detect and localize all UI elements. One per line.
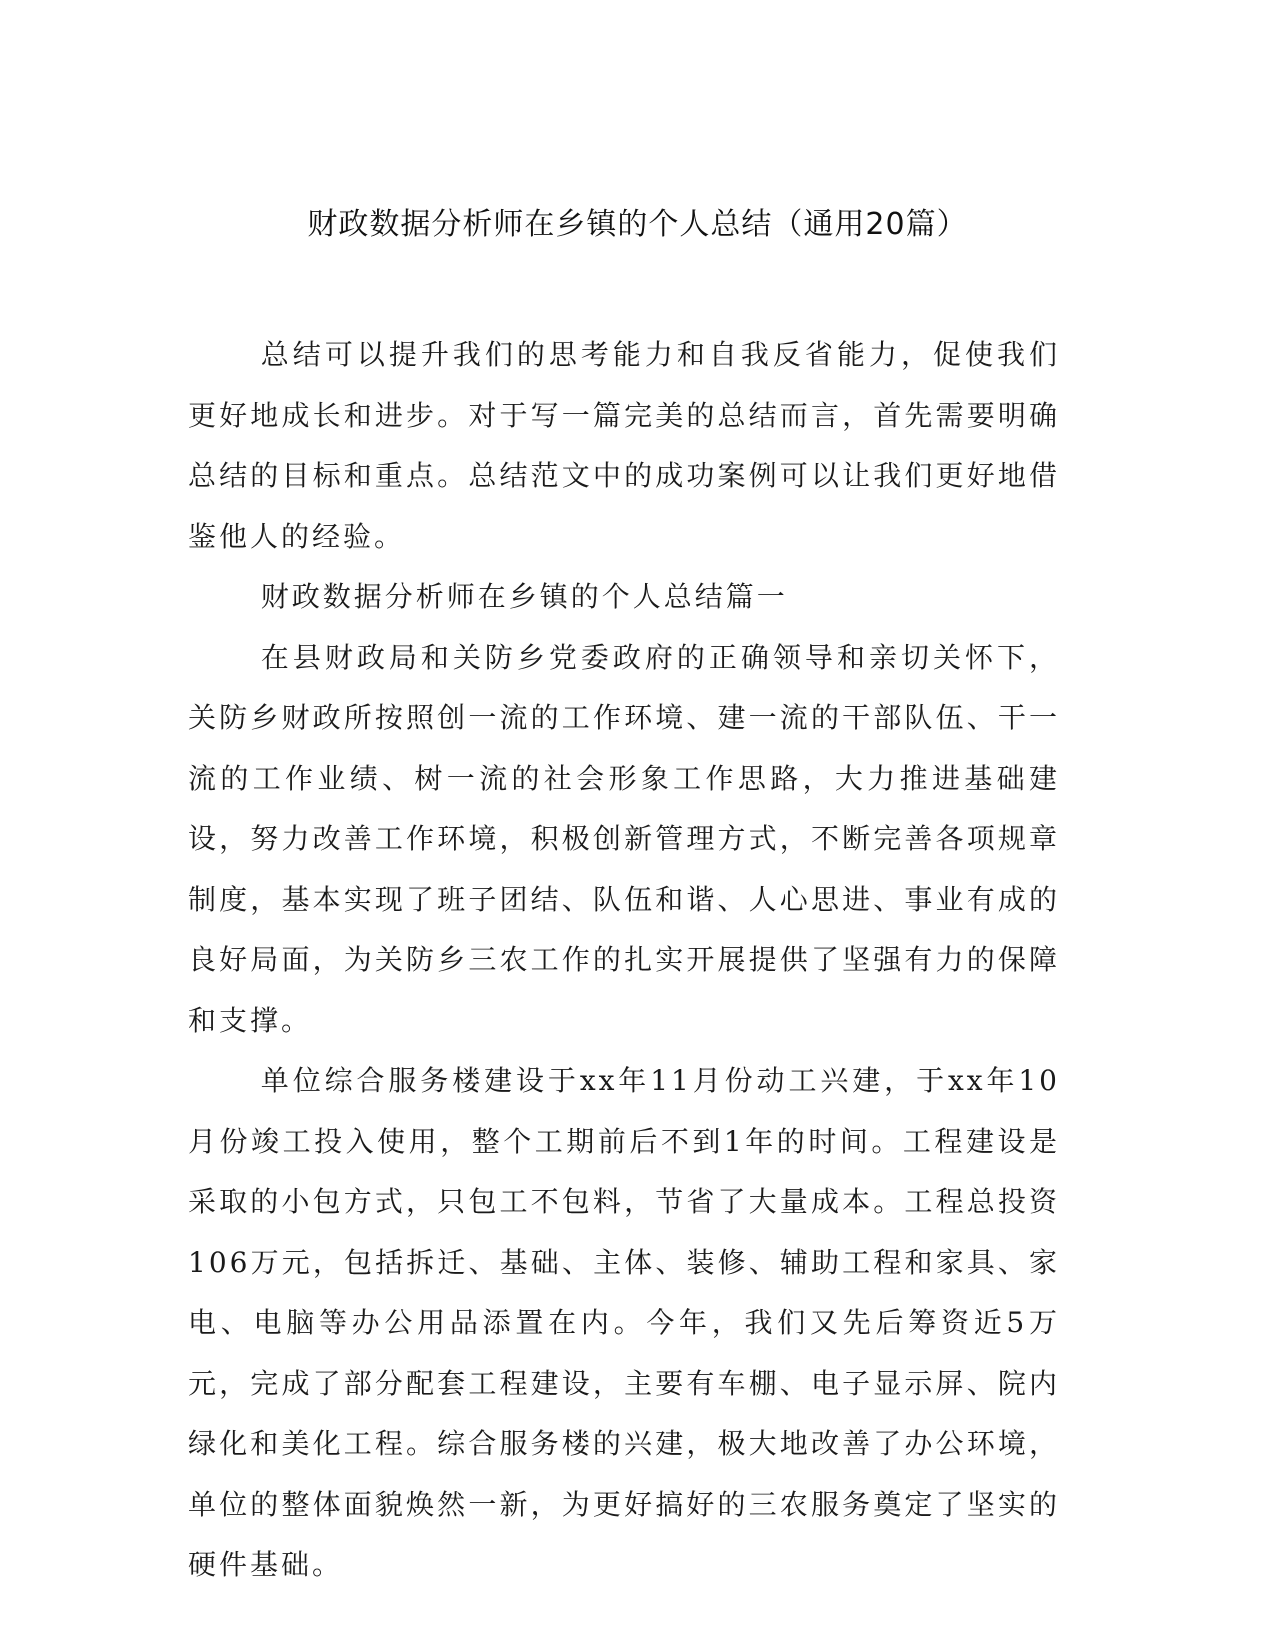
body-paragraph: 单位综合服务楼建设于xx年11月份动工兴建，于xx年10月份竣工投入使用，整个工期前后不到1年的时间。工程建设是采取的小包方式，只包工不包料，节省了大量成本。工程总投资106万元，包括拆迁、基础、主体、装修、辅助工程和家具、家电、电脑等办公用品添置在内。今年，我们又先后筹资近5万元，完成了部分配套工程建设，主要有车棚、电子显示屏、院内绿化和美化工程。综合服务楼的兴建，极大地改善了办公环境，单位的整体面貌焕然一新，为更好搞好的三农服务奠定了坚实的硬件基础。: [188, 1064, 1060, 1581]
intro-paragraph: 总结可以提升我们的思考能力和自我反省能力，促使我们更好地成长和进步。对于写一篇完美的总结而言，首先需要明确总结的目标和重点。总结范文中的成功案例可以让我们更好地借鉴他人的经验。: [188, 338, 1060, 553]
body-paragraph: 在县财政局和关防乡党委政府的正确领导和亲切关怀下，关防乡财政所按照创一流的工作环境、建一流的干部队伍、干一流的工作业绩、树一流的社会形象工作思路，大力推进基础建设，努力改善工作环境，积极创新管理方式，不断完善各项规章制度，基本实现了班子团结、队伍和谐、人心思进、事业有成的良好局面，为关防乡三农工作的扎实开展提供了坚强有力的保障和支撑。: [188, 640, 1060, 1037]
section-heading: 财政数据分析师在乡镇的个人总结篇一: [260, 580, 788, 613]
document-body: [188, 325, 1060, 1596]
document-title: 财政数据分析师在乡镇的个人总结（通用20篇）: [307, 207, 968, 242]
